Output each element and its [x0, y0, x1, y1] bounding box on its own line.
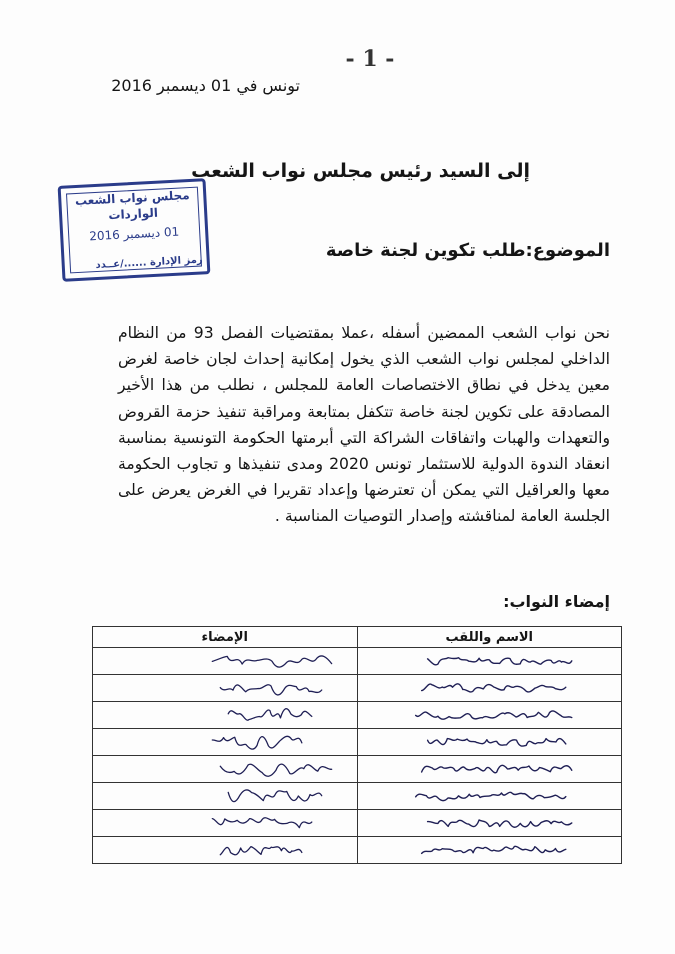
handwritten-name — [358, 837, 621, 863]
signature-cell — [93, 837, 358, 864]
handwritten-signature — [93, 756, 357, 782]
signatures-table-row — [93, 810, 622, 837]
signatures-table — [92, 626, 622, 864]
date-line: تونس في 01 ديسمبر 2016 — [111, 76, 300, 95]
handwritten-name — [358, 729, 621, 755]
reception-stamp — [58, 178, 211, 282]
handwritten-name-cell — [357, 810, 621, 837]
name-column-header: الاسم واللقب — [357, 627, 621, 648]
handwritten-signature — [93, 729, 357, 755]
request-body: نحن نواب الشعب الممضين أسفله ،عملا بمقتضيات الفصل 93 من النظام الداخلي لمجلس نواب الشعب الذي يخول إمكانية إحداث لجان خاصة لغرض معين يدخل في نطاق الاختصاصات العامة للمجلس ، نطلب من هذا الأخير المصادقة على تكوين لجنة خاصة تتكفل بمتابعة ومراقبة تنفيذ حزمة القروض والتعهدات والهبات واتفاقات الشراكة التي أبرمتها الحكومة التونسية بمناسبة انعقاد الندوة الدولية للاستثمار تونس 2020 ومدى تنفيذها و تجاوب الحكومة معها والعراقيل التي يمكن أن تعترضها وإعداد تقريرا في الغرض يعرض على الجلسة العامة لمناقشته وإصدار التوصيات المناسبة . — [118, 324, 610, 526]
handwritten-name-cell — [357, 729, 621, 756]
handwritten-signature — [93, 675, 357, 701]
signatures-table-row — [93, 837, 622, 864]
stamp-date: 01 ديسمبر 2016 — [88, 224, 180, 244]
handwritten-name-cell — [357, 675, 621, 702]
handwritten-name — [358, 810, 621, 836]
handwritten-name — [358, 783, 621, 809]
signature-cell — [93, 675, 358, 702]
handwritten-name — [358, 756, 621, 782]
handwritten-signature — [93, 702, 357, 728]
handwritten-name — [358, 675, 621, 701]
handwritten-name — [358, 648, 621, 674]
handwritten-signature — [93, 810, 357, 836]
handwritten-name — [358, 702, 621, 728]
handwritten-name-cell — [357, 783, 621, 810]
stamp-institution: مجلس نواب الشعب — [74, 188, 191, 209]
signatures-table-row — [93, 702, 622, 729]
page-number: - 1 - — [345, 46, 395, 72]
signature-column-header: الإمضاء — [93, 627, 358, 648]
signatures-table-header — [93, 627, 622, 648]
signature-cell — [93, 648, 358, 675]
signatures-table-row — [93, 675, 622, 702]
signatures-table-body — [93, 648, 622, 864]
stamp-department: الواردات — [108, 205, 159, 223]
signatures-table-row — [93, 729, 622, 756]
subject-line: الموضوع:طلب تكوين لجنة خاصة — [325, 240, 610, 261]
signature-cell — [93, 810, 358, 837]
handwritten-name-cell — [357, 756, 621, 783]
signatures-table-row — [93, 648, 622, 675]
handwritten-signature — [93, 648, 357, 674]
signatures-table-row — [93, 783, 622, 810]
signature-cell — [93, 729, 358, 756]
signatures-table-row — [93, 756, 622, 783]
handwritten-name-cell — [357, 702, 621, 729]
signature-cell — [93, 702, 358, 729]
handwritten-signature — [93, 783, 357, 809]
handwritten-name-cell — [357, 837, 621, 864]
handwritten-name-cell — [357, 648, 621, 675]
addressee-line: إلى السيد رئيس مجلس نواب الشعب — [191, 160, 530, 182]
signature-cell — [93, 756, 358, 783]
signature-cell — [93, 783, 358, 810]
stamp-footer: رمز الإدارة ....../عــدد — [95, 254, 203, 272]
handwritten-signature — [93, 837, 357, 863]
signatures-heading: إمضاء النواب: — [503, 592, 610, 611]
